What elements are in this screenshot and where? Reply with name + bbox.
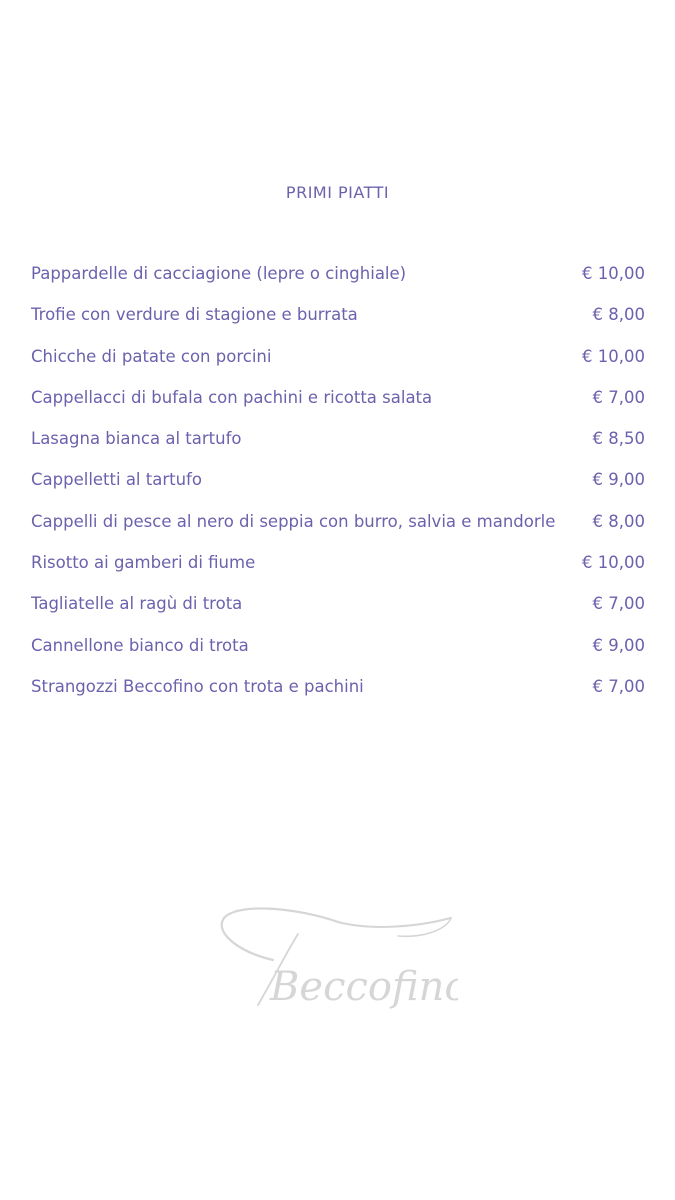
beccofino-logo-mark <box>218 900 458 1015</box>
menu-item <box>31 636 645 677</box>
dish-name: Trofie con verdure di stagione e burrata <box>31 305 358 325</box>
dish-price: € 8,00 <box>592 511 645 531</box>
dish-price: € 8,00 <box>592 305 645 325</box>
dish-name: Cappelletti al tartufo <box>31 470 202 490</box>
dish-price: € 8,50 <box>592 429 645 449</box>
dish-name: Cannellone bianco di trota <box>31 635 249 655</box>
dish-name: Pappardelle di cacciagione (lepre o cinghiale) <box>31 264 407 283</box>
logo-wordmark: Beccofino <box>270 964 458 1010</box>
menu-item <box>31 512 645 553</box>
dish-price: € 9,00 <box>592 470 645 490</box>
dish-price: € 10,00 <box>582 346 645 366</box>
menu-item <box>31 388 645 429</box>
menu-section-title: PRIMI PIATTI <box>285 183 390 202</box>
dish-price: € 7,00 <box>592 387 645 407</box>
menu-item <box>31 677 645 718</box>
menu-item <box>31 553 645 594</box>
menu-item <box>31 305 645 346</box>
dish-name: Tagliatelle al ragù di trota <box>31 594 243 614</box>
menu-item <box>31 594 645 635</box>
dish-name: Cappelli di pesce al nero di seppia con burro, salvia e mandorle <box>31 511 556 531</box>
dish-price: € 10,00 <box>582 553 645 573</box>
menu-item <box>31 470 645 511</box>
dish-name: Strangozzi Beccofino con trota e pachini <box>31 676 364 696</box>
menu-list <box>31 264 645 718</box>
dish-name: Chicche di patate con porcini <box>31 346 272 366</box>
dish-price: € 9,00 <box>592 635 645 655</box>
dish-price: € 10,00 <box>582 264 645 283</box>
dish-name: Cappellacci di bufala con pachini e ricotta salata <box>31 387 433 407</box>
menu-item <box>31 429 645 470</box>
dish-price: € 7,00 <box>592 594 645 614</box>
menu-item <box>31 347 645 388</box>
dish-price: € 7,00 <box>592 676 645 696</box>
beccofino-logo <box>218 900 458 1015</box>
dish-name: Lasagna bianca al tartufo <box>31 429 242 449</box>
menu-item <box>31 264 645 305</box>
dish-name: Risotto ai gamberi di fiume <box>31 553 256 573</box>
